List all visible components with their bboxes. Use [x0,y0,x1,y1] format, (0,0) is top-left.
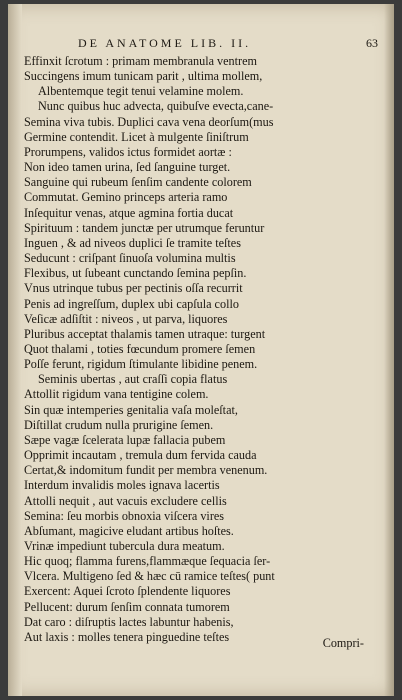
text-line: Succingens imum tunicam parit , ultima mollem, [24,69,263,84]
text-line: Non ideo tamen urina, ſed ſanguine turget. [24,160,231,175]
text-line: Semina: ſeu morbis obnoxia viſcera vires [24,508,225,523]
book-page [8,4,394,696]
text-line: Vlcera. Multigeno ſed & hæc cū ramice teſtes( punt [24,569,275,584]
text-line: Spirituum : tandem junctæ per utrumque feruntur [24,220,265,235]
page-gutter [8,4,22,696]
text-line: Inſequitur venas, atque agmina fortia ducat [24,205,234,220]
text-line: Hic quoq; flamma furens,flammæque ſequacia ſer- [24,554,271,569]
verse-text [24,54,376,645]
text-line: Nunc quibus huc advecta, quibuſve evecta,cane- [38,99,274,114]
text-line: Certat,& indomitum fundit per membra venenum. [24,463,268,478]
text-line: Prorumpens, validos ictus formidet aortæ : [24,144,232,159]
text-line: Dat caro : diſruptis lactes labuntur habenis, [24,614,234,629]
text-line: Quot thalami , toties fœcundum promere ſemen [24,341,256,356]
text-line: Pellucent: durum ſenſim connata tumorem [24,599,230,614]
running-title: DE ANATOME LIB. II. [78,36,252,50]
text-line: Vrinæ impediunt tubercula dura meatum. [24,539,225,553]
text-line: Vnus utrinque tubus per pectinis oſſa recurrit [24,281,243,296]
text-line: Diſtillat crudum nulla prurigine ſemen. [24,417,214,432]
text-line: Sæpe vagæ ſcelerata lupæ fallacia pubem [24,432,226,447]
text-line: Semina viva tubis. Duplici cava vena deorſum(mus [24,114,274,129]
catchword: Compri- [322,636,364,650]
text-line: Flexibus, ut ſubeant cunctando ſemina pepſin. [24,266,247,281]
text-line: Germine contendit. Licet à mulgente ſiniſtrum [24,129,249,144]
text-line: Opprimit incautam , tremula dum fervida cauda [24,448,257,463]
text-line: Interdum invalidis moles ignava lacertis [24,478,220,493]
text-line: Seducunt : criſpant ſinuoſa volumina multis [24,251,236,266]
text-line: Abſumant, magicive eludant artibus hoſtes. [24,523,234,538]
text-line: Attollit rigidum vana tentigine colem. [24,387,209,402]
page-number: 63 [366,36,378,50]
text-line: Aut laxis : molles tenera pinguedine teſtes [24,629,230,644]
text-line: Sin quæ intemperies genitalia vaſa moleſtat, [24,402,238,417]
text-line: Veſicæ adſiſtit : niveos , ut parva, liquores [24,311,228,326]
text-line: Effinxit ſcrotum : primam membranula ventrem [24,54,257,68]
text-line: Commutat. Gemino princeps arteria ramo [24,190,228,205]
text-line: Seminis ubertas , aut craſſi copia flatus [38,372,228,387]
text-line: Sanguine qui rubeum ſenſim candente colorem [24,175,252,190]
text-line: Exercent: Aquei ſcroto ſplendente liquores [24,584,231,599]
text-line: Pluribus acceptat thalamis tamen utraque: turgent [24,326,266,341]
text-line: Inguen , & ad niveos duplici ſe tramite teſtes [24,235,241,250]
text-line: Albentemque tegit tenui velamine molem. [38,84,244,99]
running-header [78,36,378,51]
page-edge-shadow [384,4,394,696]
text-line: Penis ad ingreſſum, duplex ubi capſula collo [24,296,239,311]
text-line: Poſſe ferunt, rigidum ſtimulante libidine penem. [24,357,258,372]
text-line: Attolli nequit , aut vacuis excludere cellis [24,493,227,508]
